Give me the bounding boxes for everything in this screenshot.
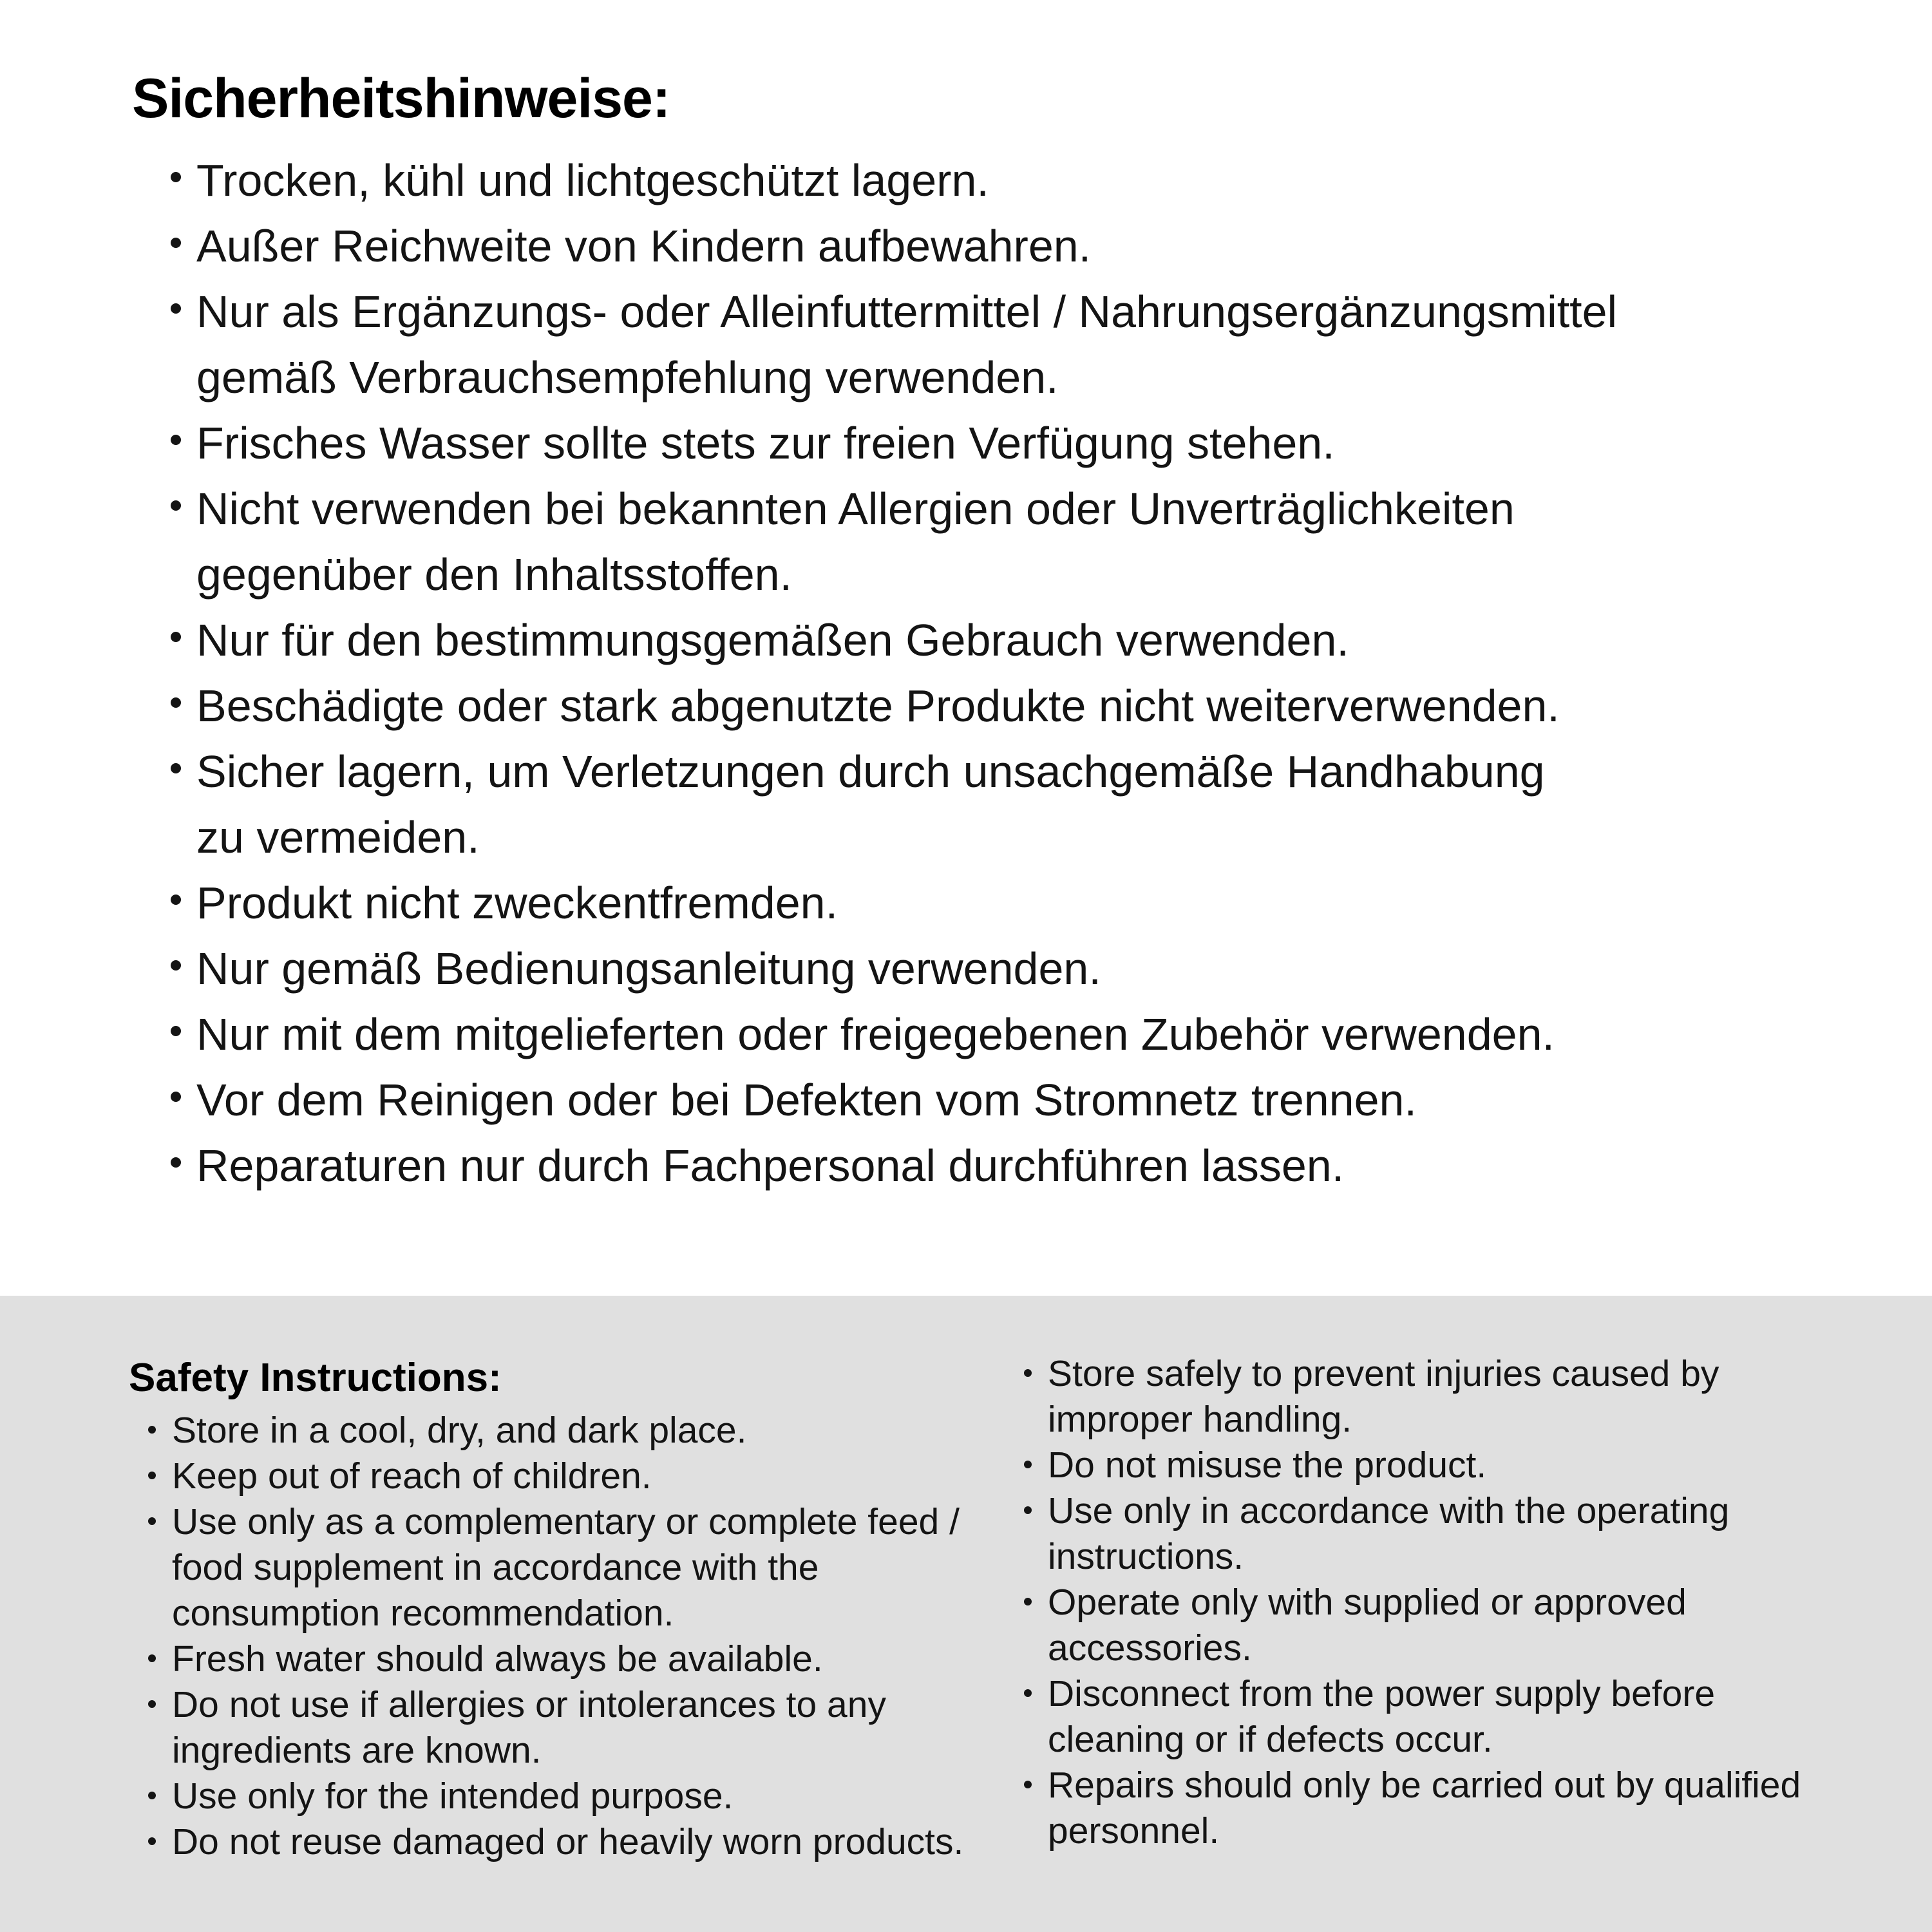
bullet-icon — [171, 500, 181, 511]
list-item — [132, 1001, 1871, 1067]
list-item-line: Nur als Ergänzungs- oder Alleinfuttermittel / Nahrungsergänzungsmittel — [196, 287, 1618, 337]
bullet-icon — [171, 172, 181, 182]
list-item-line: Nur gemäß Bedienungsanleitung verwenden. — [196, 943, 1101, 994]
list-item-line: gemäß Verbrauchsempfehlung verwenden. — [196, 352, 1059, 402]
bullet-icon — [171, 632, 181, 642]
bullet-icon — [148, 1426, 156, 1434]
list-item-line: Beschädigte oder stark abgenutzte Produkte nicht weiterverwenden. — [196, 681, 1560, 731]
list-item — [132, 279, 1871, 410]
bullet-icon — [1024, 1781, 1032, 1788]
english-left-column — [129, 1408, 992, 1865]
list-item-line: Frisches Wasser sollte stets zur freien Verfügung stehen. — [196, 418, 1335, 468]
bullet-icon — [1024, 1598, 1032, 1605]
list-item-line: Store safely to prevent injuries caused by — [1048, 1353, 1719, 1394]
list-item-line: Use only for the intended purpose. — [172, 1776, 734, 1817]
list-item — [132, 1133, 1871, 1198]
german-bullet-list — [132, 147, 1871, 1198]
list-item — [132, 1067, 1871, 1133]
list-item — [132, 870, 1871, 936]
list-item-line: zu vermeiden. — [196, 812, 480, 862]
list-item-line: cleaning or if defects occur. — [1048, 1719, 1493, 1760]
list-item-line: food supplement in accordance with the — [172, 1547, 819, 1588]
bullet-icon — [171, 303, 181, 314]
list-item — [129, 1499, 992, 1636]
bullet-icon — [148, 1837, 156, 1845]
bullet-icon — [171, 435, 181, 445]
list-item-line: gegenüber den Inhaltsstoffen. — [196, 549, 793, 600]
list-item — [1005, 1488, 1919, 1580]
list-item-line: accessories. — [1048, 1627, 1252, 1669]
list-item-line: Reparaturen nur durch Fachpersonal durchführen lassen. — [196, 1141, 1345, 1191]
list-item-line: ingredients are known. — [172, 1730, 542, 1771]
list-item — [132, 607, 1871, 673]
list-item — [132, 476, 1871, 607]
list-item-line: Keep out of reach of children. — [172, 1455, 652, 1497]
list-item-line: Use only in accordance with the operating — [1048, 1490, 1730, 1531]
bullet-icon — [1024, 1506, 1032, 1514]
bullet-icon — [148, 1654, 156, 1662]
list-item — [129, 1774, 992, 1819]
list-item-line: Nur mit dem mitgelieferten oder freigegebenen Zubehör verwenden. — [196, 1009, 1555, 1059]
list-item-line: Nicht verwenden bei bekannten Allergien oder Unverträglichkeiten — [196, 484, 1515, 534]
bullet-icon — [148, 1472, 156, 1479]
bullet-icon — [1024, 1689, 1032, 1697]
list-item — [1005, 1443, 1919, 1488]
english-heading: Safety Instructions: — [129, 1356, 502, 1400]
list-item — [129, 1408, 992, 1454]
list-item — [132, 936, 1871, 1001]
bullet-icon — [171, 1092, 181, 1102]
bullet-icon — [171, 1157, 181, 1168]
bullet-icon — [171, 697, 181, 708]
list-item-line: Do not reuse damaged or heavily worn products. — [172, 1821, 964, 1862]
list-item — [1005, 1671, 1919, 1763]
list-item — [132, 673, 1871, 739]
list-item-line: improper handling. — [1048, 1399, 1352, 1440]
bullet-icon — [1024, 1461, 1032, 1468]
list-item-line: Repairs should only be carried out by qualified — [1048, 1765, 1801, 1806]
list-item-line: Fresh water should always be available. — [172, 1638, 823, 1680]
list-item-line: Nur für den bestimmungsgemäßen Gebrauch verwenden. — [196, 615, 1349, 665]
list-item — [129, 1819, 992, 1865]
list-item-line: Außer Reichweite von Kindern aufbewahren. — [196, 221, 1092, 271]
list-item-line: Do not use if allergies or intolerances to any — [172, 1684, 886, 1725]
list-item — [1005, 1351, 1919, 1443]
list-item — [129, 1636, 992, 1682]
list-item-line: instructions. — [1048, 1536, 1244, 1577]
list-item — [132, 410, 1871, 476]
list-item — [1005, 1580, 1919, 1671]
list-item-line: Do not misuse the product. — [1048, 1444, 1487, 1486]
list-item-line: personnel. — [1048, 1810, 1220, 1852]
list-item-line: Operate only with supplied or approved — [1048, 1582, 1687, 1623]
list-item — [1005, 1763, 1919, 1854]
list-item-line: Trocken, kühl und lichtgeschützt lagern. — [196, 155, 989, 205]
list-item-line: Disconnect from the power supply before — [1048, 1673, 1716, 1714]
list-item-line: Vor dem Reinigen oder bei Defekten vom Stromnetz trennen. — [196, 1075, 1417, 1125]
german-title: Sicherheitshinweise: — [132, 68, 670, 129]
bullet-icon — [148, 1700, 156, 1708]
english-right-column — [1005, 1351, 1919, 1854]
bullet-icon — [171, 895, 181, 905]
bullet-icon — [148, 1792, 156, 1799]
bullet-icon — [171, 763, 181, 773]
list-item-line: Store in a cool, dry, and dark place. — [172, 1410, 747, 1451]
bullet-icon — [171, 1026, 181, 1036]
list-item-line: Use only as a complementary or complete feed / — [172, 1501, 960, 1542]
bullet-icon — [148, 1517, 156, 1525]
list-item-line: Produkt nicht zweckentfremden. — [196, 878, 838, 928]
bullet-icon — [171, 238, 181, 248]
list-item — [129, 1454, 992, 1499]
list-item — [132, 739, 1871, 870]
list-item-line: consumption recommendation. — [172, 1593, 674, 1634]
list-item — [132, 213, 1871, 279]
list-item — [132, 147, 1871, 213]
list-item — [129, 1682, 992, 1774]
list-item-line: Sicher lagern, um Verletzungen durch unsachgemäße Handhabung — [196, 746, 1545, 797]
bullet-icon — [1024, 1369, 1032, 1377]
bullet-icon — [171, 960, 181, 971]
